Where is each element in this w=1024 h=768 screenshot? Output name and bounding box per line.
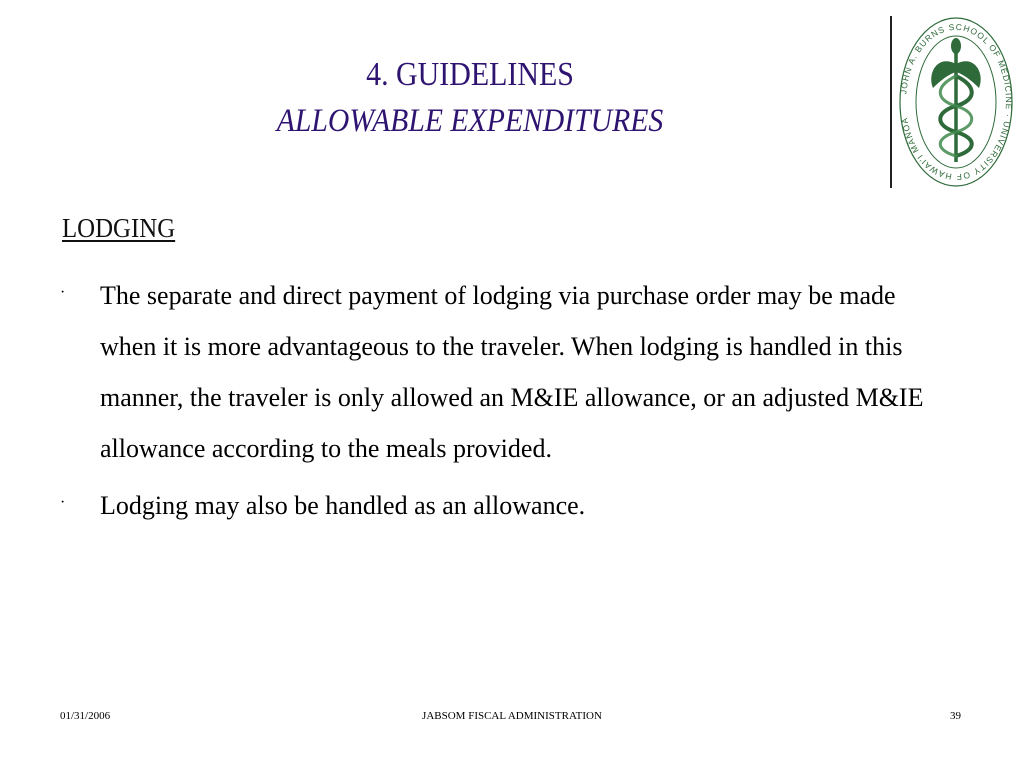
seal-arc-text: JOHN A. BURNS SCHOOL OF MEDICINE · UNIVERSITY OF HAWAI'I MĀNOA <box>898 21 1015 183</box>
bullet-list <box>60 270 960 537</box>
slide-title <box>160 52 780 144</box>
title-line-allowable-expenditures: ALLOWABLE EXPENDITURES <box>276 103 664 139</box>
footer-date: 01/31/2006 <box>60 710 111 722</box>
bullet-text: The separate and direct payment of lodging via purchase order may be made when it is more advantageous to the traveler. When lodging is handled in this manner, the traveler is only allowed an M&IE allowance, or an adjusted M&IE allowance according to the meals provided. <box>100 281 924 463</box>
caduceus-seal-icon <box>897 14 1015 192</box>
bullet-item-allowance <box>60 480 960 531</box>
title-line-guidelines: 4. GUIDELINES <box>366 56 574 93</box>
logo-divider <box>890 16 892 188</box>
footer-organization: JABSOM FISCAL ADMINISTRATION <box>422 710 602 722</box>
bullet-text: Lodging may also be handled as an allowance. <box>100 491 586 520</box>
bullet-marker: · <box>60 284 66 301</box>
bullet-item-purchase-order <box>60 270 960 474</box>
footer-page-number: 39 <box>950 710 961 722</box>
bullet-marker: · <box>60 494 66 511</box>
section-heading-lodging: LODGING <box>62 213 176 243</box>
